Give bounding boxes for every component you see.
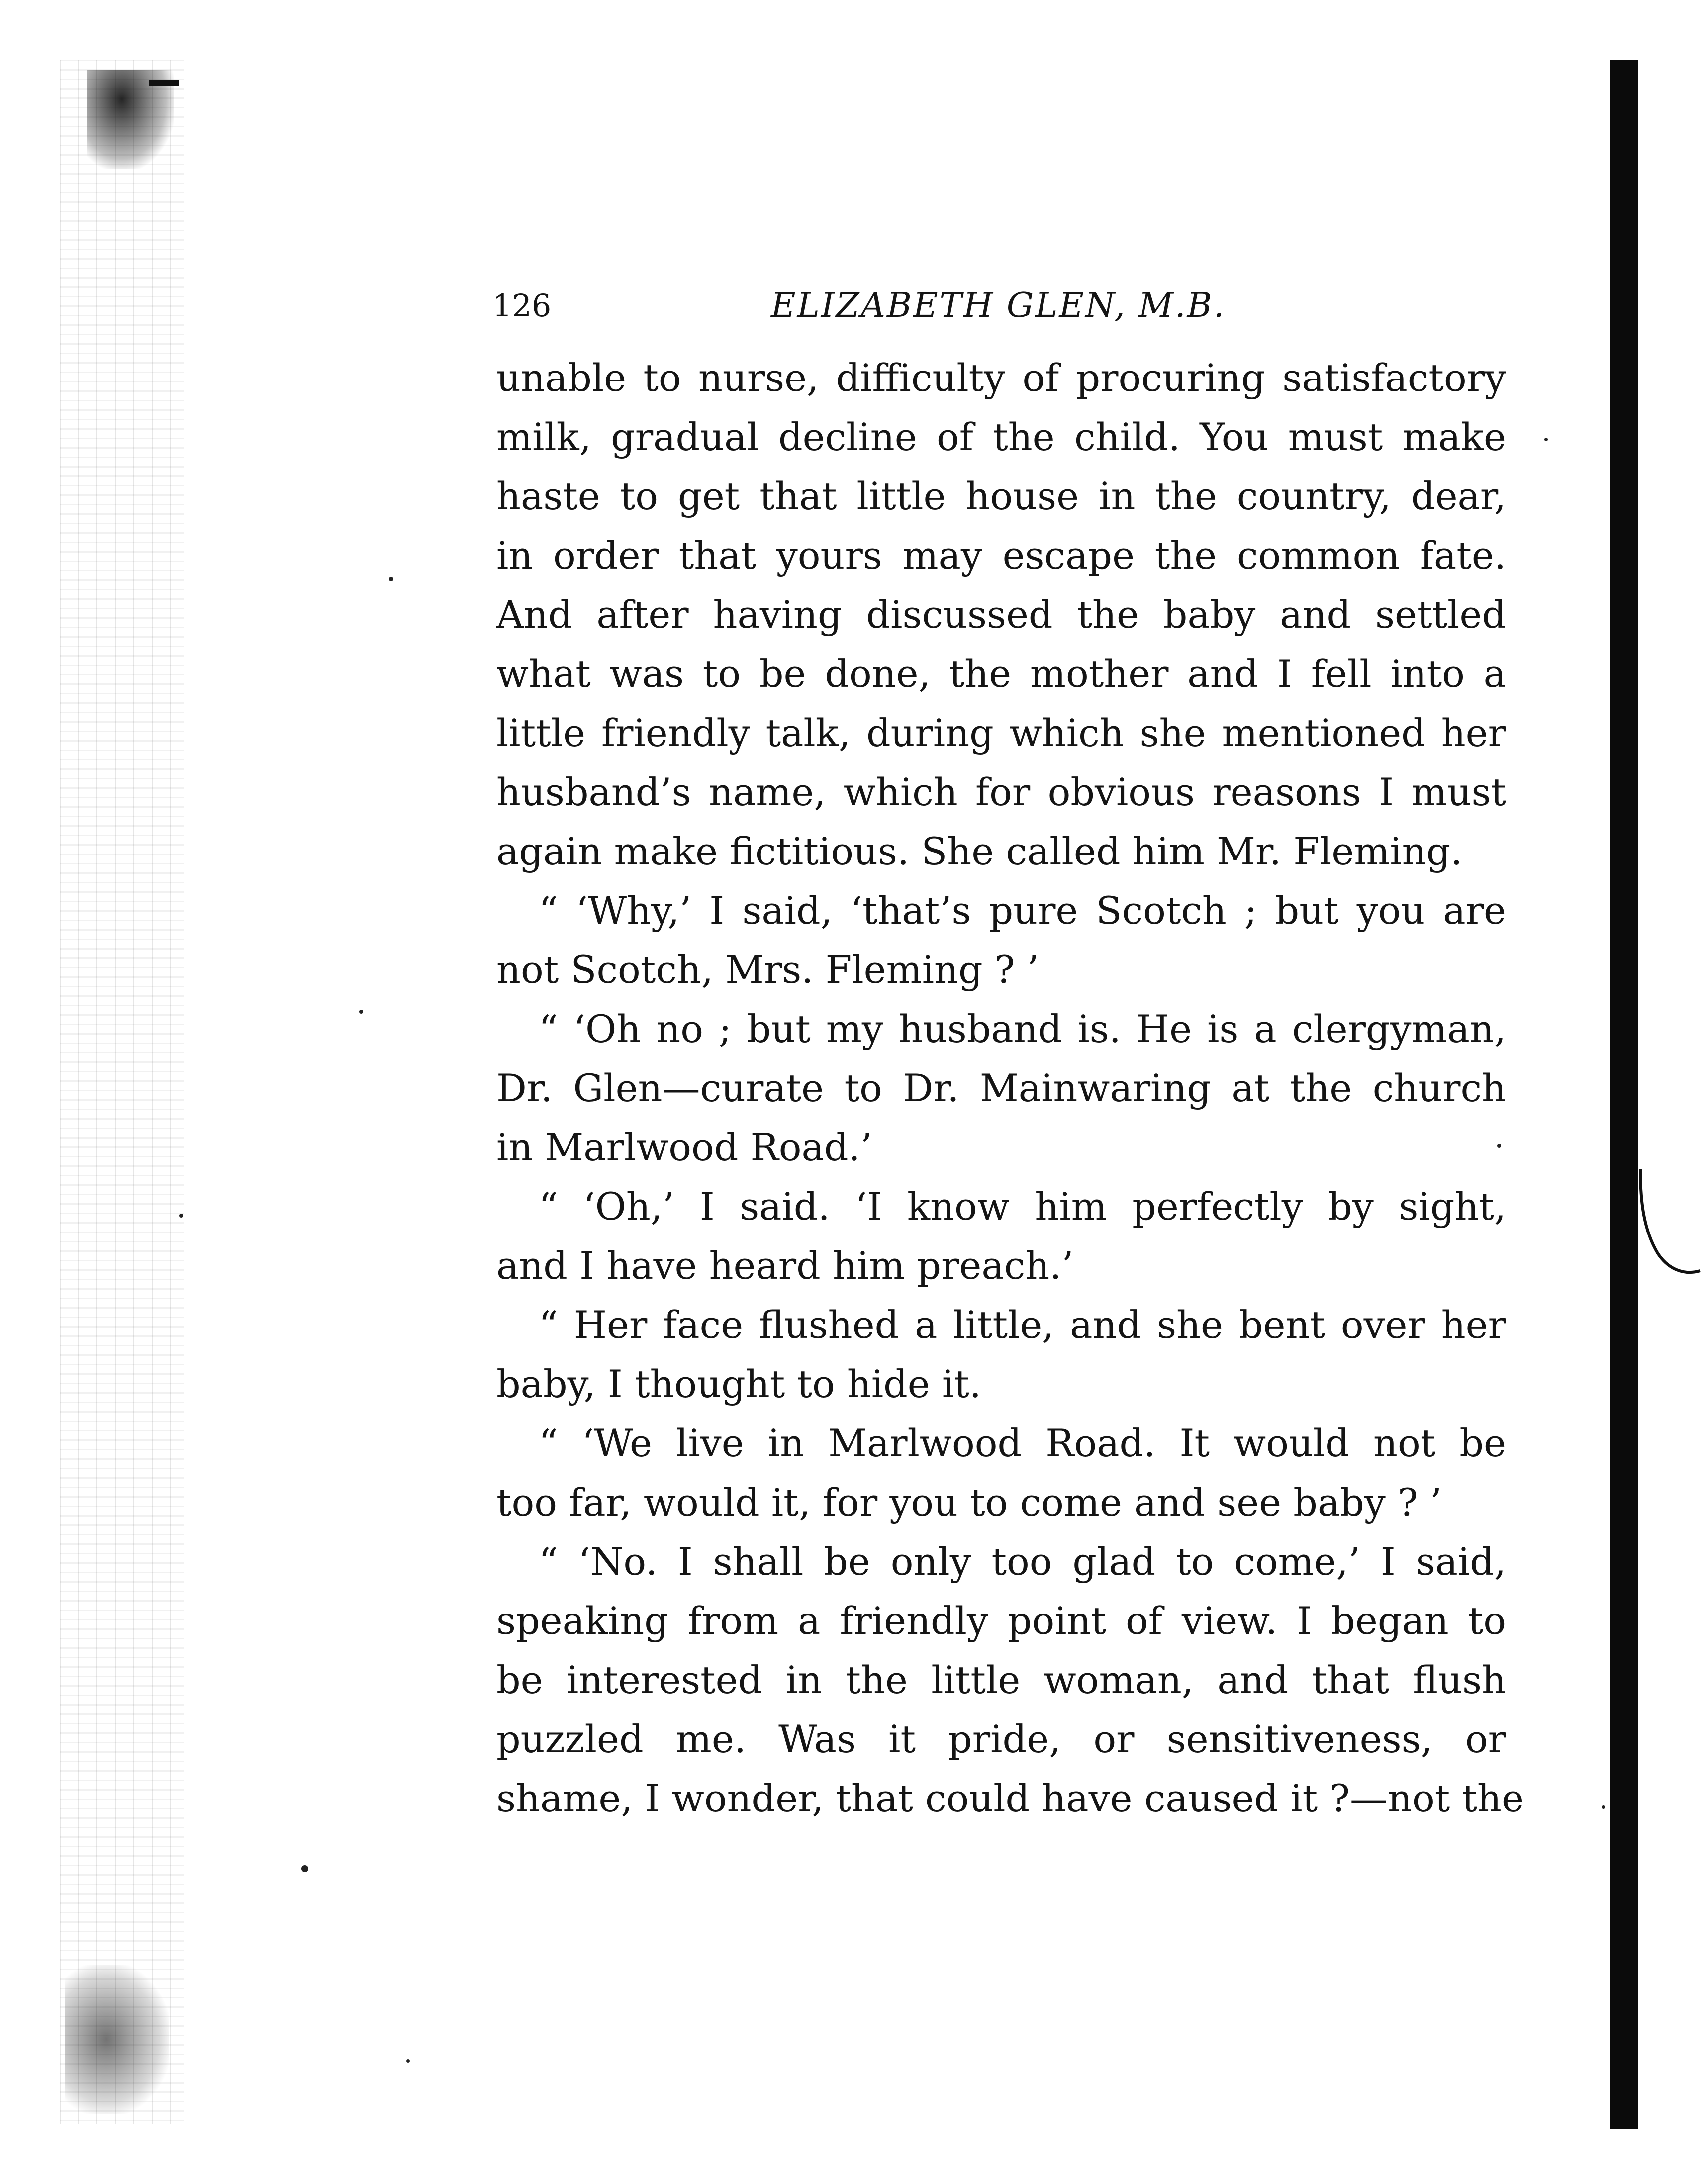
page-edge-black-bar [1610,60,1638,2129]
text-line: “ ‘Oh no ; but my husband is. He is a clergyman, [539,1007,1506,1051]
text-line: milk, gradual decline of the child. You must make [496,415,1506,459]
text-line: in order that yours may escape the common fate. [496,533,1506,577]
page-edge-curve [1638,1169,1703,1283]
text-line: “ ‘Oh,’ I said. ‘I know him perfectly by sight, [539,1184,1506,1229]
text-line: little friendly talk, during which she mentioned her [496,711,1506,755]
text-line: “ Her face flushed a little, and she bent over her [539,1303,1506,1347]
scan-speck [301,1865,308,1872]
text-line: not Scotch, Mrs. Fleming ? ’ [496,948,1039,992]
body-text [496,348,1524,1828]
scan-speck [359,1010,363,1014]
binding-gutter-shadow [60,60,184,2124]
text-line: husband’s name, which for obvious reasons I must [496,770,1506,814]
gutter-ink-mark [149,80,179,86]
text-line: “ ‘No. I shall be only too glad to come,’ I said, [539,1539,1506,1584]
text-line: and I have heard him preach.’ [496,1243,1074,1288]
gutter-ink-blot-bottom [65,1965,169,2114]
running-head: ELIZABETH GLEN, M.B. [771,286,1226,325]
scan-speck [1602,1805,1605,1809]
scan-speck [1544,438,1548,441]
text-line: what was to be done, the mother and I fell into a [496,652,1506,696]
text-line: shame, I wonder, that could have caused it ?—not the [496,1776,1524,1820]
text-line: be interested in the little woman, and that flush [496,1658,1506,1702]
text-line: puzzled me. Was it pride, or sensitiveness, or [496,1717,1506,1761]
text-line: again make fictitious. She called him Mr. Fleming. [496,829,1463,873]
text-line: baby, I thought to hide it. [496,1362,981,1406]
text-line: Dr. Glen—curate to Dr. Mainwaring at the church [496,1066,1506,1110]
scan-speck [179,1214,183,1218]
text-line: “ ‘Why,’ I said, ‘that’s pure Scotch ; but you are [539,888,1506,933]
text-line: unable to nurse, difficulty of procuring satisfactory [496,356,1506,400]
page-header [492,279,1512,333]
text-line: too far, would it, for you to come and see baby ? ’ [496,1480,1442,1524]
scan-speck [389,577,393,581]
text-line: haste to get that little house in the country, dear, [496,474,1506,518]
text-line: speaking from a friendly point of view. I began to [496,1599,1506,1643]
scan-speck [406,2059,410,2063]
text-line: “ ‘We live in Marlwood Road. It would not be [539,1421,1506,1465]
page-number: 126 [492,287,552,324]
text-line: And after having discussed the baby and settled [496,592,1506,637]
text-line: in Marlwood Road.’ [496,1125,872,1169]
